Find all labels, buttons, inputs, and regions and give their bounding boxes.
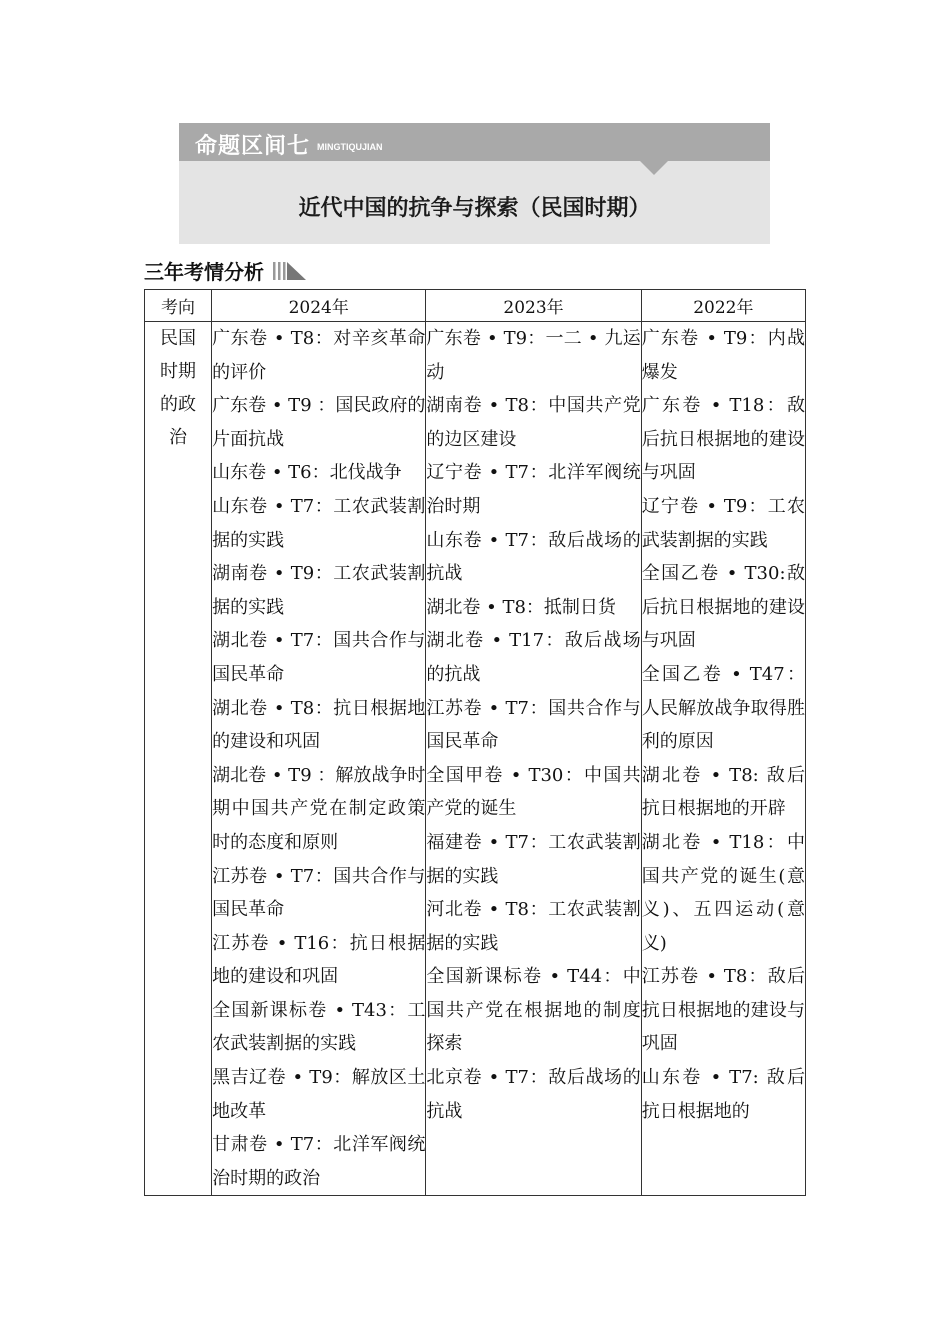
list-item: 湖北卷 • T8：抵制日货 (426, 596, 616, 618)
list-item: 广东卷 • T18：敌后抗日根据地的建设与巩固 (641, 395, 805, 484)
list-item: 全国乙卷 • T47：人民解放战争取得胜利的原因 (641, 663, 805, 753)
list-item: 湖北卷 • T9 ：解放战争时期中国共产党在制定政策时的态度和原则 (212, 764, 426, 853)
section-heading (144, 255, 312, 285)
section-label: 命题区间七 (195, 134, 311, 159)
list-item: 江苏卷 • T16：抗日根据地的建设和巩固 (212, 932, 426, 988)
list-item: 辽宁卷 • T7：北洋军阀统治时期 (426, 462, 641, 517)
list-item: 广东卷 • T9：一二 • 九运动 (426, 328, 641, 383)
header-2024: 2024年 (212, 290, 426, 322)
banner-notch (640, 161, 668, 175)
header-2023: 2023年 (426, 290, 641, 322)
list-item: 全国乙卷 • T30:敌后抗日根据地的建设与巩固 (641, 563, 805, 652)
list-item: 甘肃卷 • T7：北洋军阀统治时期的政治 (212, 1134, 426, 1189)
banner-top-strip (179, 123, 770, 161)
list-item: 山东卷 • T6：北伐战争 (212, 462, 402, 484)
list-item: 山东卷 • T7：工农武装割据的实践 (212, 495, 426, 551)
list-item: 广东卷 • T9 ：国民政府的片面抗战 (212, 395, 426, 450)
cell-2023 (426, 322, 641, 1196)
direction-cell (145, 322, 212, 1196)
list-item: 江苏卷 • T7：国共合作与国民革命 (212, 865, 426, 921)
header-2022: 2022年 (641, 290, 805, 322)
header-direction: 考向 (145, 290, 212, 322)
list-item: 江苏卷 • T7：国共合作与国民革命 (426, 697, 641, 753)
cell-2024 (212, 322, 426, 1196)
list-item: 湖南卷 • T9：工农武装割据的实践 (212, 563, 426, 618)
list-item: 湖北卷 • T8：抗日根据地的建设和巩固 (212, 697, 426, 753)
list-item: 山东卷 • T7: 敌后抗日根据地的 (641, 1067, 805, 1122)
direction-text: 民国时期的政治 (160, 328, 197, 448)
chapter-banner (179, 123, 770, 244)
list-item: 湖北卷 • T7：国共合作与国民革命 (212, 630, 426, 685)
list-item: 北京卷 • T7：敌后战场的抗战 (426, 1067, 641, 1122)
list-item: 黑吉辽卷 • T9：解放区土地改革 (212, 1067, 426, 1122)
list-item: 湖北卷 • T17：敌后战场的抗战 (426, 630, 641, 685)
list-item: 广东卷 • T9：内战爆发 (641, 328, 805, 383)
section-pinyin: MINGTIQUJIAN (317, 142, 383, 152)
exam-analysis-table (144, 289, 806, 1196)
list-item: 福建卷 • T7：工农武装割据的实践 (426, 831, 641, 887)
list-item: 湖南卷 • T8：中国共产党的边区建设 (426, 395, 641, 450)
list-item: 全国新课标卷 • T43：工农武装割据的实践 (212, 999, 426, 1055)
section-heading-text: 三年考情分析 (144, 259, 264, 284)
heading-decoration-icon (272, 258, 312, 282)
list-item: 广东卷 • T8：对辛亥革命的评价 (212, 328, 426, 383)
table-header-row (145, 290, 806, 322)
list-item: 山东卷 • T7：敌后战场的抗战 (426, 529, 641, 585)
cell-2022 (641, 322, 805, 1196)
list-item: 全国新课标卷 • T44：中国共产党在根据地的制度探索 (426, 966, 641, 1055)
chapter-title: 近代中国的抗争与探索（民国时期） (298, 196, 651, 221)
list-item: 河北卷 • T8：工农武装割据的实践 (426, 899, 641, 954)
table-row (145, 322, 806, 1196)
list-item: 全国甲卷 • T30：中国共产党的诞生 (426, 764, 641, 820)
list-item: 江苏卷 • T8：敌后抗日根据地的建设与巩固 (641, 966, 805, 1055)
list-item: 湖北卷 • T18：中国共产党的诞生(意义)、五四运动(意义) (641, 831, 805, 954)
list-item: 湖北卷 • T8: 敌后抗日根据地的开辟 (641, 764, 805, 820)
list-item: 辽宁卷 • T9：工农武装割据的实践 (641, 495, 805, 551)
